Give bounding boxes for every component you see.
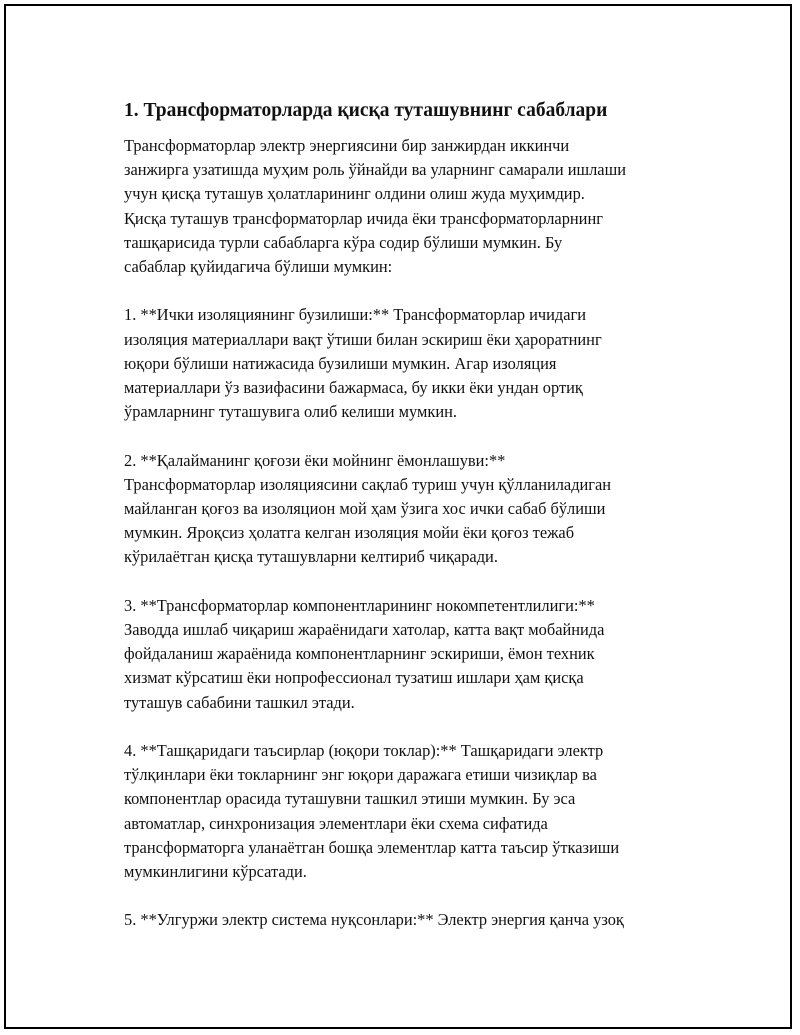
cause-4-paragraph: 4. **Ташқаридаги таъсирлар (юқори токлар):** Ташқаридаги электр тўлқинлари ёки токларнинг энг юқори даражага етиши чизиқлар ва компонентлар орасида туташувни ташкил этиши мумкин. Бу эса автоматлар, синхронизация элементлари ёки схема сифатида трансформаторга уланаётган бошқа элементлар катта таъсир ўтказиши мумкинлигини кўрсатади. [124,741,620,882]
cause-5-paragraph: 5. **Улгуржи электр система нуқсонлари:** Электр энергия қанча узоқ [124,910,624,930]
document-body [120,98,710,933]
cause-1-paragraph: 1. **Ички изоляциянинг бузилиши:** Трансформаторлар ичидаги изоляция материаллари вақт ўтиши билан эскириш ёки ҳароратнинг юқори бўлиши натижасида бузилиши мумкин. Агар изоляция материаллари ўз вазифасини бажармаса, бу икки ёки ундан ортиқ ўрамларнинг туташувига олиб келиши мумкин. [124,305,602,422]
cause-3-paragraph: 3. **Трансформаторлар компонентларининг нокомпетентлилиги:** Заводда ишлаб чиқариш жараёнидаги хатолар, катта вақт мобайнида фойдаланиш жараёнида компонентларнинг эскириши, ёмон техник хизмат кўрсатиш ёки нопрофессионал тузатиш ишлари ҳам қисқа туташув сабабини ташкил этади. [124,595,605,712]
cause-2-paragraph: 2. **Қалайманинг қоғози ёки мойнинг ёмонлашуви:** Трансформаторлар изоляциясини сақлаб туриш учун қўлланиладиган майланган қоғоз ва изоляцион мой ҳам ўзига хос ички сабаб бўлиши мумкин. Яроқсиз ҳолатга келган изоляция мойи ёки қоғоз тежаб кўрилаётган қисқа туташувларни келтириб чиқаради. [124,450,612,567]
page-frame [4,4,792,1029]
intro-paragraph: Трансформаторлар электр энергиясини бир занжирдан иккинчи занжирга узатишда муҳим роль ўйнайди ва уларнинг самарали ишлаши учун қисқа туташув ҳолатларининг олдини олиш жуда муҳимдир. Қисқа туташув трансформаторлар ичида ёки трансформаторларнинг ташқарисида турли сабабларга кўра содир бўлиши мумкин. Бу сабаблар қуйидагича бўлиши мумкин: [124,136,626,277]
document-title: 1. Трансформаторларда қисқа туташувнинг сабаблари [124,100,608,121]
